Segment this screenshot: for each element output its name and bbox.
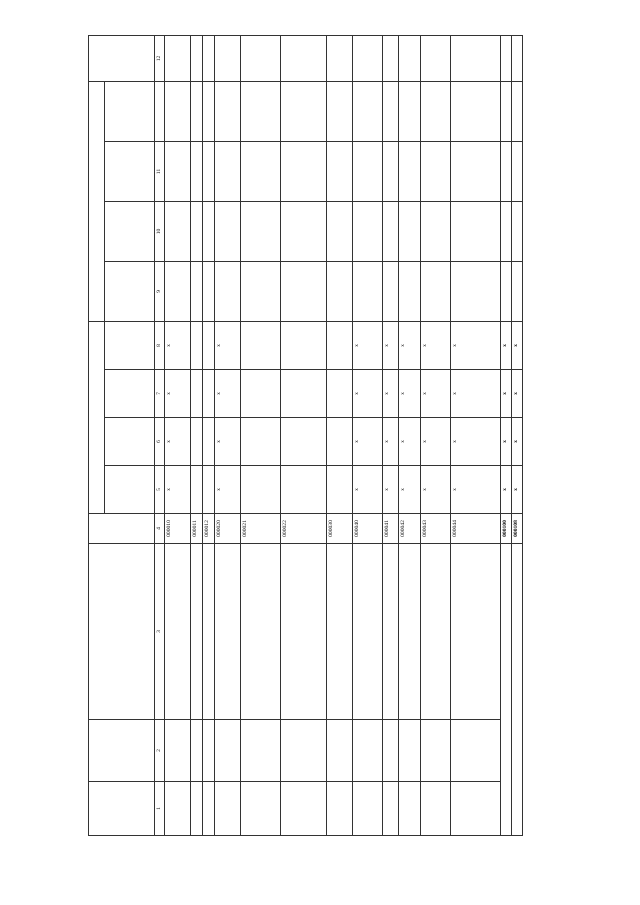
amount-cell [451,82,501,142]
indicator-label [281,544,327,720]
amount-cell [241,82,281,142]
row-code: 000030 [327,514,353,544]
amount-cell [191,36,203,82]
amount-cell [353,82,383,142]
org-name-cell [241,782,281,836]
amount-cell [327,36,353,82]
base-cell: x [383,322,399,370]
base-cell [327,418,353,466]
amount-cell [399,82,421,142]
base-cell: x [512,466,523,514]
header-col8 [105,322,155,370]
amount-cell [501,36,512,82]
amount-cell [191,142,203,202]
total-row [501,36,512,836]
org-name-cell [215,782,241,836]
amount-cell [353,202,383,262]
org-type-cell [215,720,241,782]
base-cell: x [383,370,399,418]
column-number-cell: 7 [155,370,165,418]
amount-cell [165,262,191,322]
column-number-cell: 4 [155,514,165,544]
column-number-cell: 12 [155,36,165,82]
amount-cell [281,36,327,82]
amount-cell [203,82,215,142]
column-number-cell: 6 [155,418,165,466]
amount-cell [327,262,353,322]
base-cell: x [399,418,421,466]
table-row [399,36,421,836]
base-cell: x [501,466,512,514]
base-cell: x [451,370,501,418]
header-org-name [89,782,155,836]
contributions-table [88,35,523,836]
amount-cell [451,262,501,322]
row-code: 000100 [501,514,512,544]
amount-cell [215,202,241,262]
amount-cell [353,142,383,202]
base-cell: x [353,322,383,370]
base-cell: x [353,466,383,514]
table-row [203,36,215,836]
indicator-label [191,544,203,720]
indicator-label [327,544,353,720]
indicator-label [215,544,241,720]
table-row [191,36,203,836]
column-number-cell: 9 [155,262,165,322]
org-type-cell [281,720,327,782]
amount-cell [421,142,451,202]
amount-cell [501,262,512,322]
row-code: 000012 [203,514,215,544]
base-cell: x [501,370,512,418]
amount-cell [327,82,353,142]
column-number-row [155,36,165,836]
base-cell: x [399,322,421,370]
base-cell: x [165,322,191,370]
column-number-cell: 8 [155,322,165,370]
base-cell [203,370,215,418]
row-code: 000108 [512,514,523,544]
base-cell [241,322,281,370]
table-row [421,36,451,836]
org-name-cell [383,782,399,836]
org-name-cell [327,782,353,836]
amount-cell [165,142,191,202]
org-name-cell [353,782,383,836]
base-cell: x [501,418,512,466]
table-row [353,36,383,836]
org-type-cell [451,720,501,782]
header-base-group [89,322,105,514]
base-cell [281,466,327,514]
base-cell [203,418,215,466]
total-row [512,36,523,836]
table-row [451,36,501,836]
amount-cell [353,36,383,82]
base-cell: x [165,370,191,418]
base-cell [203,466,215,514]
base-cell: x [353,418,383,466]
amount-cell [241,36,281,82]
amount-cell [165,36,191,82]
org-type-cell [353,720,383,782]
table-row [281,36,327,836]
column-number-cell [155,82,165,142]
base-cell [191,418,203,466]
row-code: 000040 [353,514,383,544]
amount-cell [383,36,399,82]
org-name-cell [281,782,327,836]
header-col6 [105,418,155,466]
amount-cell [165,82,191,142]
base-cell: x [512,322,523,370]
header-col11 [105,142,155,202]
column-number-cell: 2 [155,720,165,782]
base-cell: x [512,370,523,418]
amount-cell [501,202,512,262]
org-type-cell [421,720,451,782]
row-code: 000022 [281,514,327,544]
header-col12 [89,36,155,82]
amount-cell [241,142,281,202]
amount-cell [451,36,501,82]
header-col9 [105,262,155,322]
table-row [165,36,191,836]
amount-cell [215,36,241,82]
amount-cell [383,82,399,142]
base-cell: x [215,418,241,466]
amount-cell [241,202,281,262]
amount-cell [399,262,421,322]
row-code: 000044 [451,514,501,544]
base-cell: x [501,322,512,370]
amount-cell [353,262,383,322]
amount-cell [281,82,327,142]
base-cell: x [451,322,501,370]
amount-cell [281,202,327,262]
table-row [241,36,281,836]
amount-cell [399,36,421,82]
base-cell [191,370,203,418]
column-number-cell: 11 [155,142,165,202]
amount-cell [241,262,281,322]
base-cell: x [421,418,451,466]
base-cell [191,466,203,514]
row-code: 000010 [165,514,191,544]
amount-cell [421,36,451,82]
indicator-label [241,544,281,720]
org-name-cell [399,782,421,836]
org-type-cell [241,720,281,782]
org-type-cell [203,720,215,782]
table-row [327,36,353,836]
header-col10 [105,202,155,262]
base-cell: x [383,466,399,514]
org-name-cell [421,782,451,836]
header-row-code [89,514,155,544]
column-number-cell: 1 [155,782,165,836]
base-cell: x [451,418,501,466]
base-cell [191,322,203,370]
header-sum-group [89,82,105,322]
amount-cell [215,262,241,322]
amount-cell [451,142,501,202]
amount-cell [203,262,215,322]
base-cell: x [421,370,451,418]
amount-cell [327,202,353,262]
base-cell: x [383,418,399,466]
amount-cell [203,36,215,82]
indicator-label [421,544,451,720]
indicator-label [165,544,191,720]
amount-cell [327,142,353,202]
org-name-cell [191,782,203,836]
indicator-label [203,544,215,720]
row-code: 000043 [421,514,451,544]
amount-cell [512,82,523,142]
amount-cell [383,142,399,202]
amount-cell [451,202,501,262]
table-row [215,36,241,836]
base-cell: x [353,370,383,418]
indicator-label [399,544,421,720]
header-col11b [105,82,155,142]
org-type-cell [327,720,353,782]
header-indicator-name [89,544,155,720]
header-col7 [105,370,155,418]
base-cell [241,466,281,514]
base-cell [281,418,327,466]
contributions-table-sheet [88,36,538,836]
amount-cell [191,262,203,322]
base-cell: x [421,322,451,370]
base-cell [327,322,353,370]
base-cell [327,370,353,418]
base-cell: x [165,418,191,466]
section-title [68,596,80,836]
amount-cell [512,142,523,202]
header-org-type [89,720,155,782]
base-cell [241,370,281,418]
base-cell: x [215,370,241,418]
base-cell: x [399,370,421,418]
indicator-label [353,544,383,720]
indicator-label [383,544,399,720]
amount-cell [203,202,215,262]
table-body [165,36,523,836]
amount-cell [512,262,523,322]
org-type-cell [191,720,203,782]
amount-cell [281,142,327,202]
amount-cell [399,142,421,202]
amount-cell [512,36,523,82]
amount-cell [399,202,421,262]
amount-cell [501,82,512,142]
amount-cell [421,262,451,322]
base-cell: x [451,466,501,514]
indicator-label [451,544,501,720]
form-number-label [612,10,626,110]
amount-cell [281,262,327,322]
amount-cell [383,202,399,262]
base-cell: x [215,322,241,370]
base-cell: x [399,466,421,514]
amount-cell [421,202,451,262]
row-code: 000041 [383,514,399,544]
org-type-cell [383,720,399,782]
column-number-cell: 3 [155,544,165,720]
amount-cell [512,202,523,262]
org-name-cell [203,782,215,836]
amount-cell [383,262,399,322]
row-code: 000042 [399,514,421,544]
org-type-cell [165,720,191,782]
base-cell: x [421,466,451,514]
column-number-cell: 10 [155,202,165,262]
row-code: 000021 [241,514,281,544]
base-cell: x [512,418,523,466]
column-number-cell: 5 [155,466,165,514]
amount-cell [191,202,203,262]
base-cell: x [165,466,191,514]
base-cell [241,418,281,466]
amount-cell [215,142,241,202]
org-name-cell [165,782,191,836]
amount-cell [421,82,451,142]
table-row [383,36,399,836]
base-cell [281,322,327,370]
base-cell [203,322,215,370]
amount-cell [165,202,191,262]
base-cell: x [215,466,241,514]
amount-cell [203,142,215,202]
base-cell [327,466,353,514]
org-name-cell [451,782,501,836]
header-col5 [105,466,155,514]
total-label [501,544,512,836]
amount-cell [191,82,203,142]
org-type-cell [399,720,421,782]
total-label [512,544,523,836]
row-code: 000020 [215,514,241,544]
base-cell [281,370,327,418]
row-code: 000011 [191,514,203,544]
amount-cell [215,82,241,142]
amount-cell [501,142,512,202]
